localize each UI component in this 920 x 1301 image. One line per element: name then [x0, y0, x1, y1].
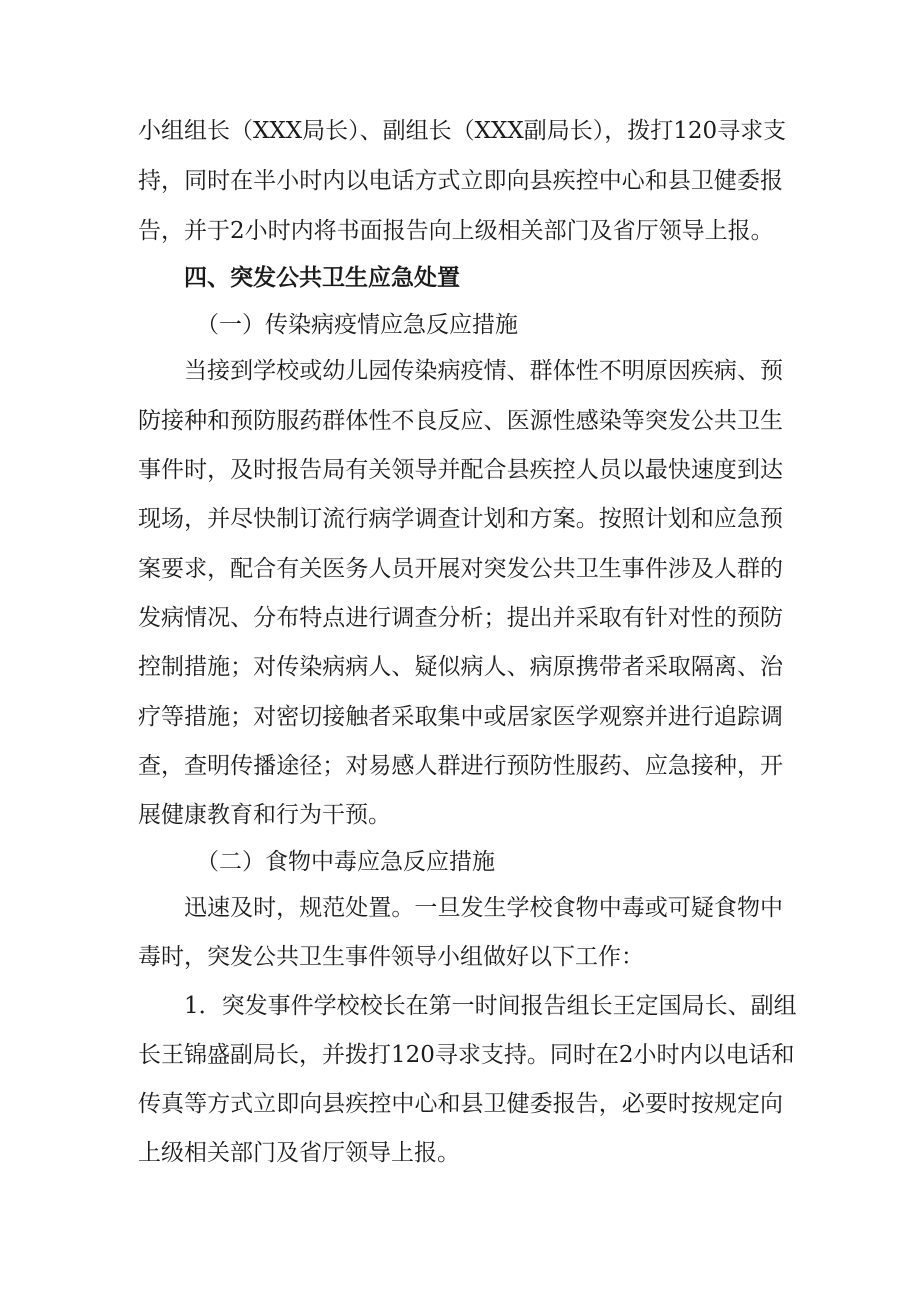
- list-item-line: 1．突发事件学校校长在第一时间报告组长王定国局长、副组: [184, 993, 797, 1019]
- list-item-line: 上级相关部门及省厅领导上报。: [138, 1140, 460, 1166]
- list-item-line: 传真等方式立即向县疾控中心和县卫健委报告，必要时按规定向: [138, 1091, 783, 1117]
- paragraph-line: 现场，并尽快制订流行病学调查计划和方案。按照计划和应急预: [138, 506, 783, 532]
- paragraph-line: 案要求，配合有关医务人员开展对突发公共卫生事件涉及人群的: [138, 556, 783, 582]
- paragraph-line: 持，同时在半小时内以电话方式立即向县疾控中心和县卫健委报: [138, 168, 783, 194]
- list-item-line: 长王锦盛副局长，并拨打120寻求支持。同时在2小时内以电话和: [138, 1042, 795, 1068]
- paragraph-line: 疗等措施；对密切接触者采取集中或居家医学观察并进行追踪调: [138, 704, 783, 730]
- paragraph-line: 毒时，突发公共卫生事件领导小组做好以下工作：: [138, 944, 644, 970]
- paragraph-line: 发病情况、分布特点进行调查分析；提出并采取有针对性的预防: [138, 605, 783, 631]
- section-heading: 四、突发公共卫生应急处置: [184, 265, 460, 291]
- subsection-heading: （二）食物中毒应急反应措施: [196, 849, 495, 875]
- subsection-heading: （一）传染病疫情应急反应措施: [196, 312, 518, 338]
- paragraph-line: 迅速及时，规范处置。一旦发生学校食物中毒或可疑食物中: [184, 895, 783, 921]
- paragraph-line: 告，并于2小时内将书面报告向上级相关部门及省厅领导上报。: [138, 218, 774, 244]
- paragraph-line: 控制措施；对传染病病人、疑似病人、病原携带者采取隔离、治: [138, 654, 783, 680]
- paragraph-line: 事件时，及时报告局有关领导并配合县疾控人员以最快速度到达: [138, 457, 783, 483]
- paragraph-line: 查，查明传播途径；对易感人群进行预防性服药、应急接种，开: [138, 753, 783, 779]
- paragraph-line: 小组组长（XXX局长）、副组长（XXX副局长），拨打120寻求支: [138, 118, 787, 144]
- paragraph-line: 防接种和预防服药群体性不良反应、医源性感染等突发公共卫生: [138, 408, 783, 434]
- paragraph-line: 展健康教育和行为干预。: [138, 802, 391, 828]
- paragraph-line: 当接到学校或幼儿园传染病疫情、群体性不明原因疾病、预: [184, 358, 783, 384]
